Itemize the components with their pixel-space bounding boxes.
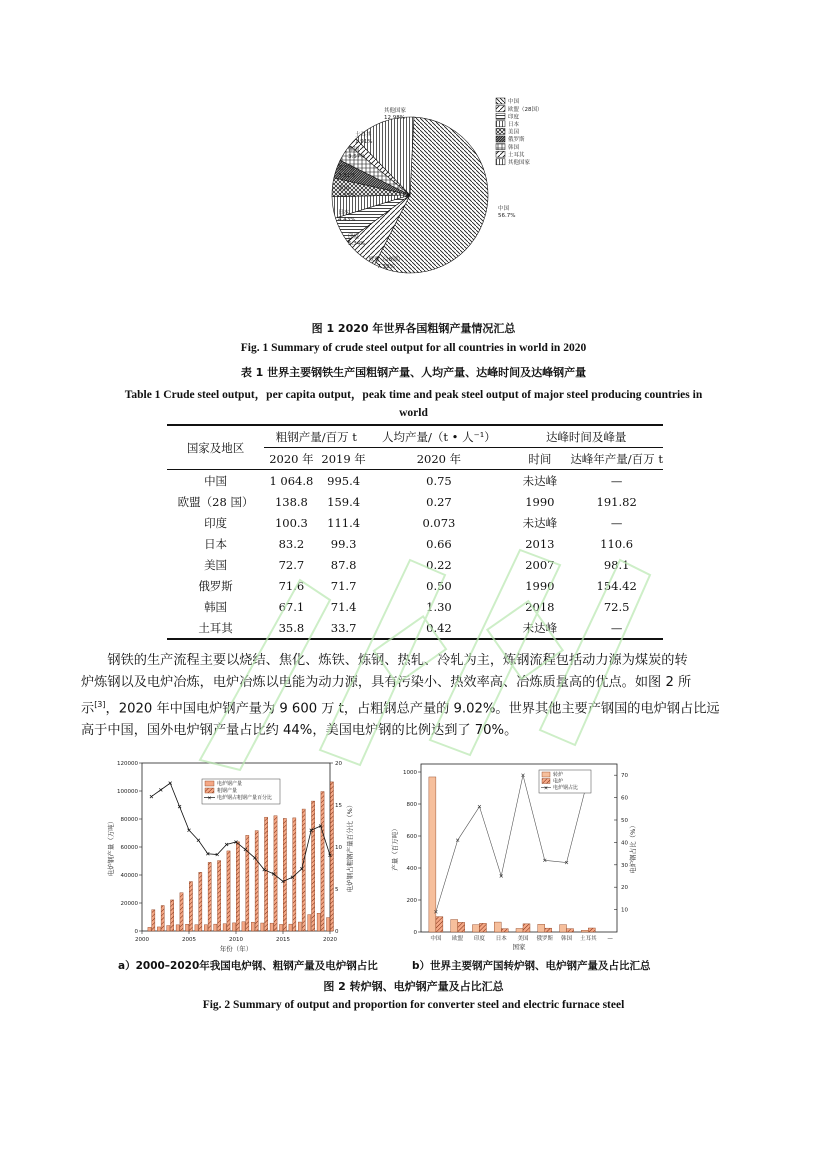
table-cell-pc: 1.30 [426, 599, 452, 614]
y-tick-label: 120000 [117, 761, 138, 767]
fig2-caption-en: Fig. 2 Summary of output and proportion for converter steel and electric furnace steel [202, 999, 625, 1011]
legend-label: 电炉 [553, 778, 564, 785]
table-cell-y2020: 35.8 [264, 617, 319, 639]
y-tick-label: 0 [134, 929, 138, 935]
fig2a-chart [100, 752, 370, 962]
x-tick-label: 日本 [495, 936, 507, 942]
bar-eaf [233, 923, 236, 931]
fig1-pie-chart [300, 90, 560, 280]
pie-slice-label: 中国 56.7% [498, 206, 516, 219]
pie-legend-label: 韩国 [508, 144, 520, 151]
y-tick-label: 200 [406, 898, 417, 904]
pie-legend-label: 印度 [508, 114, 520, 121]
line-point [456, 839, 459, 842]
x-tick-label: 印度 [473, 936, 485, 942]
bar-eaf [176, 925, 179, 931]
bar-eaf [327, 918, 330, 931]
table-cell-peak: — [570, 617, 663, 639]
x-tick-label: 2010 [229, 937, 243, 943]
table-cell-y2019: 71.7 [330, 578, 357, 593]
x-axis-label: 年份（年） [219, 945, 253, 953]
x-tick-label: 美国 [517, 936, 529, 942]
bar-eaf [186, 924, 189, 931]
fig1-caption-zh: 图 1 2020 年世界各国粗钢产量情况汇总 [311, 322, 516, 335]
th-2019: 2019 年 [319, 448, 369, 470]
x-tick-label: 土耳其 [580, 936, 597, 942]
para-line1: 钢铁的生产流程主要以烧结、焦化、炼铁、炼钢、热轧、冷轧为主，炼钢流程包括动力源为煤炭的转 [107, 653, 688, 668]
table-cell-pc: 0.42 [368, 617, 509, 639]
legend-label: 电炉钢产量 [217, 781, 243, 787]
line-eaf-share [436, 775, 588, 912]
table-row [167, 617, 663, 639]
legend-swatch [542, 779, 550, 784]
table-cell-pc: 0.75 [426, 473, 452, 488]
x-tick-label: 2005 [182, 937, 196, 943]
bar-eaf [261, 923, 264, 931]
table-cell-peak: 98.1 [603, 557, 630, 572]
table-cell-country: 韩国 [204, 599, 228, 614]
legend-label: 电炉钢占粗钢产量百分比 [217, 795, 273, 801]
y-tick-label: 100000 [117, 789, 138, 795]
bar-eaf [567, 929, 574, 932]
y2-tick-label: 10 [335, 845, 342, 851]
table-row [167, 596, 663, 617]
pie-legend-swatch [496, 144, 505, 150]
bar-crude [152, 910, 155, 931]
bar-crude [189, 882, 192, 931]
table-cell-y2019: 99.3 [330, 536, 357, 551]
bar-eaf [289, 924, 292, 931]
bar-crude [283, 818, 286, 931]
para-line3a: 示 [81, 701, 95, 717]
pie-slice-label: 其他国家 12.98% [384, 108, 407, 121]
y2-tick-label: 20 [621, 885, 628, 892]
table-cell-country: 日本 [204, 536, 228, 551]
table-cell-pc: 0.27 [426, 494, 452, 509]
y2-tick-label: 15 [335, 803, 342, 809]
th-time: 时间 [509, 448, 570, 470]
y2-tick-label: 60 [621, 795, 628, 802]
table-cell-time: 未达峰 [522, 515, 558, 530]
x-tick-label: 2015 [276, 937, 290, 943]
pie-legend-swatch [496, 159, 505, 165]
bar-eaf [298, 922, 301, 931]
bar-crude [171, 900, 174, 931]
table1-caption-en-line1: Table 1 Crude steel output，per capita output，peak time and peak steel output of major steel producing countries in [124, 389, 703, 401]
y-tick-label: 40000 [120, 873, 138, 879]
th-crude: 粗钢产量/百万 t [264, 425, 368, 448]
bar-crude [321, 792, 324, 931]
table-cell-pc: 0.50 [426, 578, 452, 593]
bar-eaf [204, 925, 207, 931]
table-cell-time: 2018 [525, 599, 555, 614]
bar-eaf [242, 922, 245, 931]
table-cell-y2019: 87.8 [330, 557, 357, 572]
bar-eaf [458, 922, 465, 932]
para-line3b: ，2020 年中国电炉钢产量为 9 600 万 t，占粗钢总产量的 9.02%。世界其他主要产钢国的电炉钢占比远 [105, 701, 720, 717]
table-cell-y2019: 33.7 [319, 617, 369, 639]
table-cell-country: 中国 [204, 473, 228, 488]
table-cell-pc: 0.22 [426, 557, 452, 572]
bar-eaf [195, 925, 198, 931]
table-row [167, 554, 663, 575]
para-line3 [81, 694, 747, 720]
th-pc2020: 2020 年 [368, 448, 509, 470]
fig2a-subcaption: a）2000–2020年我国电炉钢、粗钢产量及电炉钢占比 [118, 960, 378, 972]
table-cell-pc: 0.073 [422, 515, 456, 530]
citation-ref: [3] [94, 700, 106, 709]
pie-slice-label: 日本 4.43% [338, 210, 356, 223]
table-cell-y2020: 71.6 [278, 578, 305, 593]
th-country: 国家及地区 [167, 425, 264, 470]
bar-eaf [223, 924, 226, 931]
table-row [167, 533, 663, 554]
table-cell-time: 未达峰 [509, 617, 570, 639]
y-tick-label: 20000 [120, 901, 138, 907]
y-tick-label: 800 [406, 802, 417, 808]
pie-legend-swatch [496, 136, 505, 142]
table-cell-time: 1990 [525, 494, 555, 509]
bar-eaf [251, 922, 254, 931]
x-tick-label: 韩国 [561, 936, 573, 942]
table-row [167, 470, 663, 492]
table-cell-peak: — [610, 473, 623, 488]
bar-crude [218, 861, 221, 931]
pie-legend-label: 欧盟（28国） [508, 106, 543, 113]
bar-bof [516, 928, 523, 932]
line-point [197, 839, 200, 842]
x-axis-label: 国家 [512, 943, 526, 951]
body-paragraph [81, 650, 747, 742]
bar-bof [581, 930, 588, 932]
legend-label: 转炉 [553, 772, 564, 778]
bar-eaf [436, 917, 443, 932]
pie-legend-swatch [496, 98, 505, 104]
bar-bof [494, 922, 501, 932]
table-cell-peak: — [610, 515, 623, 530]
bar-eaf [214, 924, 217, 931]
pie-legend-label: 其他国家 [508, 160, 531, 166]
bar-crude [199, 872, 202, 931]
table-cell-country: 印度 [204, 515, 228, 530]
table-cell-peak: 191.82 [596, 494, 637, 509]
pie-legend-label: 中国 [508, 99, 520, 106]
bar-bof [451, 920, 458, 932]
bar-crude [227, 851, 230, 931]
y-axis-label: 产量（百万吨） [391, 825, 399, 871]
pie-legend-label: 日本 [508, 122, 520, 128]
table-cell-country: 美国 [204, 557, 228, 572]
fig1-caption-en: Fig. 1 Summary of crude steel output for all countries in world in 2020 [240, 342, 587, 354]
x-tick-extra: — [607, 936, 613, 942]
bar-eaf [157, 927, 160, 931]
bar-crude [161, 906, 164, 931]
bar-crude [255, 831, 258, 931]
th-peak: 达峰时间及峰量 [509, 425, 663, 448]
table-cell-peak: 110.6 [600, 536, 634, 551]
fig2b-subcaption: b）世界主要钢产国转炉钢、电炉钢产量及占比汇总 [412, 960, 651, 972]
pie-legend-label: 土耳其 [508, 152, 525, 159]
table-cell-y2020: 138.8 [274, 494, 308, 509]
table-row [167, 575, 663, 596]
x-tick-label: 欧盟 [452, 936, 464, 942]
line-point [150, 795, 153, 798]
bar-eaf [588, 928, 595, 932]
table-cell-time: 2007 [525, 557, 555, 572]
x-tick-label: 中国 [430, 936, 442, 942]
bar-crude [265, 817, 268, 931]
table1-caption-en-line2: world [399, 407, 428, 419]
table-cell-y2020: 67.1 [278, 599, 305, 614]
table-cell-peak: 72.5 [603, 599, 630, 614]
legend-marker: × [543, 785, 549, 792]
x-tick-label: 2020 [323, 937, 337, 943]
pie-legend-swatch [496, 121, 505, 127]
x-tick-label: 俄罗斯 [536, 936, 554, 942]
y2-tick-label: 40 [621, 840, 628, 847]
table-cell-peak: 154.42 [596, 578, 637, 593]
y2-tick-label: 5 [335, 887, 339, 893]
pie-legend-swatch [496, 113, 505, 119]
y-tick-label: 80000 [120, 817, 138, 823]
bar-eaf [270, 923, 273, 931]
bar-bof [472, 925, 479, 932]
legend-swatch [205, 788, 214, 793]
pie-slice-label: 土耳其 1.91% [355, 132, 373, 145]
y-tick-label: 0 [413, 930, 417, 936]
table-cell-y2019: 71.4 [330, 599, 357, 614]
para-line4: 高于中国，国外电炉钢产量占比约 44%，美国电炉钢的比例达到了 70%。 [81, 723, 518, 739]
pie-slice-label: 韩国 3.57% [348, 147, 366, 160]
y2-tick-label: 10 [621, 907, 628, 914]
table-cell-y2019: 111.4 [327, 515, 361, 530]
bar-crude [180, 893, 183, 931]
table-cell-country: 土耳其 [167, 617, 264, 639]
bar-bof [560, 925, 567, 932]
y2-tick-label: 20 [335, 761, 342, 767]
table-cell-y2020: 83.2 [278, 536, 305, 551]
table-cell-y2020: 1 064.8 [269, 473, 314, 488]
table-cell-y2020: 100.3 [274, 515, 308, 530]
y-tick-label: 1000 [403, 770, 417, 776]
y2-tick-label: 70 [621, 773, 628, 780]
table-cell-y2019: 995.4 [327, 473, 361, 488]
y-axis-label: 电炉钢产量（万吨） [107, 817, 115, 877]
table-cell-time: 1990 [525, 578, 555, 593]
th-peakout: 达峰年产量/百万 t [570, 448, 663, 470]
table-row [167, 512, 663, 533]
pie-legend-swatch [496, 151, 505, 157]
x-tick-label: 2000 [135, 937, 149, 943]
y2-tick-label: 50 [621, 818, 628, 824]
bar-eaf [148, 927, 151, 931]
y2-tick-label: 30 [621, 862, 628, 869]
pie-legend-swatch [496, 128, 505, 134]
bar-crude [208, 862, 211, 931]
table-cell-pc: 0.66 [426, 536, 452, 551]
pie-legend-label: 美国 [508, 129, 520, 136]
legend-label: 电炉钢占比 [553, 785, 579, 791]
pie-slice-label: 俄罗斯 3.81% [338, 166, 356, 179]
pie-legend-label: 俄罗斯 [508, 137, 525, 144]
bar-bof [429, 777, 436, 932]
bar-eaf [479, 923, 486, 932]
table1-caption-zh: 表 1 世界主要钢铁生产国粗钢产量、人均产量、达峰时间及达峰钢产量 [240, 366, 587, 379]
pie-slice-label: 美国 3.87% [338, 186, 356, 199]
bar-eaf [280, 924, 283, 931]
table-cell-y2020: 72.7 [278, 557, 305, 572]
fig2-caption-zh: 图 2 转炉钢、电炉钢产量及占比汇总 [323, 980, 504, 993]
th-2020: 2020 年 [264, 448, 319, 470]
y2-axis-label: 电炉钢占粗钢产量百分比（%） [346, 801, 354, 893]
table-cell-time: 未达峰 [522, 473, 558, 488]
bar-eaf [308, 915, 311, 931]
y2-axis-label: 电炉钢占比（%） [629, 822, 637, 874]
line-point [478, 805, 481, 808]
bar-bof [538, 924, 545, 932]
legend-label: 粗钢产量 [217, 788, 238, 794]
table-cell-country: 欧盟（28 国） [177, 494, 254, 509]
pie-legend-swatch [496, 106, 505, 112]
legend-swatch [542, 772, 550, 777]
legend-swatch [205, 781, 214, 786]
y-tick-label: 60000 [120, 845, 138, 851]
th-percapita: 人均产量/（t • 人⁻¹） [368, 425, 509, 448]
y-tick-label: 600 [406, 834, 417, 840]
y2-tick-label: 0 [335, 929, 339, 935]
bar-crude [312, 801, 315, 931]
para-line2: 炉炼钢以及电炉冶炼，电炉冶炼以电能为动力源，具有污染小、热效率高、冶炼质量高的优点。如图 2 所 [81, 675, 692, 690]
bar-eaf [167, 926, 170, 931]
table-cell-country: 俄罗斯 [198, 578, 233, 593]
bar-eaf [545, 928, 552, 932]
table-row [167, 491, 663, 512]
bar-eaf [501, 929, 508, 932]
bar-eaf [523, 924, 530, 932]
table-cell-y2019: 159.4 [327, 494, 361, 509]
pie-slice-label: 印度 5.34% [348, 234, 366, 247]
line-point [159, 788, 162, 791]
pie-slice-label: 欧盟（28国） 7.39% [368, 257, 404, 270]
bar-eaf [317, 913, 320, 931]
y-tick-label: 400 [406, 866, 417, 872]
fig2b-chart [385, 758, 640, 963]
legend-marker: × [207, 795, 212, 802]
bar-crude [236, 842, 239, 931]
table-cell-time: 2013 [525, 536, 555, 551]
table1 [167, 424, 663, 640]
